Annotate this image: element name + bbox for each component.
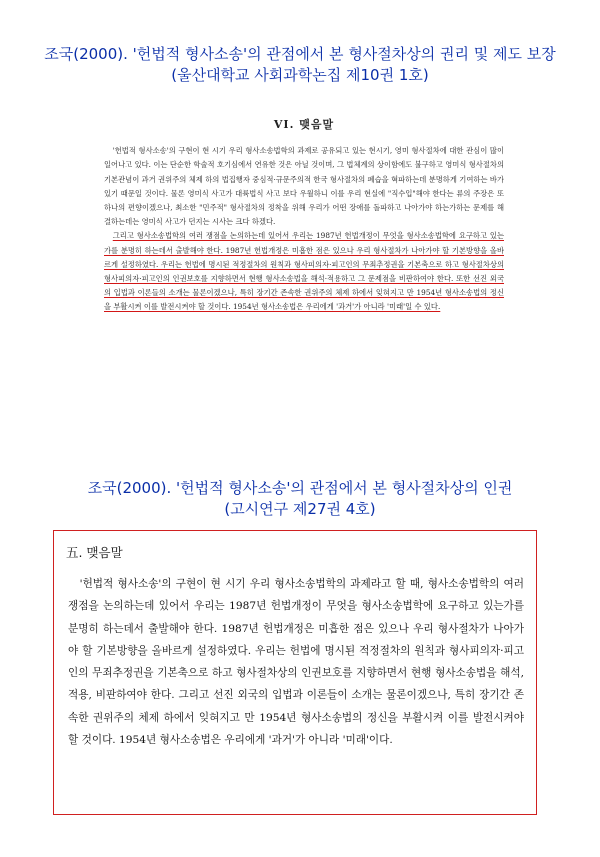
scanned-body bbox=[104, 144, 504, 314]
source-heading-2-title: 조국(2000). '헌법적 형사소송'의 관점에서 본 형사절차상의 인권 bbox=[87, 479, 513, 497]
source-heading-2-journal: (고시연구 제27권 4호) bbox=[224, 500, 376, 518]
source-heading-1-journal: (울산대학교 사회과학논집 제10권 1호) bbox=[171, 66, 429, 84]
box-body bbox=[68, 573, 524, 751]
source-heading-1 bbox=[0, 44, 600, 86]
scanned-excerpt bbox=[104, 118, 504, 315]
scanned-paragraph-1: '헌법적 형사소송'의 구현이 현 시기 우리 형사소송법학의 과제로 공유되고 있는 현시기, 영미 형사절차에 대한 관심이 많이 일어나고 있다. 이는 단순한 학술적 호기심에서 연유한 것은 아닐 것이며, 그 법체계의 상이함에도 불구하고 영미식 형사절차의 기본관념이 과거 권위주의 체제 하의 법집행자 중심적·규문주의적 한국 형사절차의 폐습을 혁파하는데 분명하게 기여하는 바가 있기 때문일 것이다. 물론 영미식 사고가 대륙법식 사고 보다 우월하니 이를 우리 현실에 "직수입"해야 한다는 류의 주장은 또 하나의 편향이겠으나, 최소한 "민주적" 형사절차의 정착을 위해 우리가 어떤 장애를 돌파하고 나아가야 하는가하는 문제를 해결하는데는 영미식 사고가 던지는 시사는 크다 하겠다. bbox=[104, 146, 504, 227]
box-section-title: 五. 맺음말 bbox=[66, 545, 123, 560]
box-paragraph: '헌법적 형사소송'의 구현이 현 시기 우리 형사소송법학의 과제라고 할 때, 형사소송법학의 여러 쟁점을 논의하는데 있어서 우리는 1987년 헌법개정이 무엇을 형사소송법학에 요구하고 있는가를 분명히 하는데서 출발해야 한다. 1987년 헌법개정은 미흡한 점은 있으나 우리 형사절차가 나아가야 할 기본방향을 올바르게 설정하였다. 우리는 헌법에 명시된 적정절차의 원칙과 형사피의자·피고인의 무죄추정권을 기본축으로 하고 형사절차상의 인권보호를 지향하면서 현행 형사소송법을 해석, 적용, 비판하여야 한다. 그리고 선진 외국의 입법과 이론들이 소개는 물론이겠으나, 특히 장기간 존속한 권위주의 체제 하에서 잊혀지고 만 1954년 형사소송법의 정신을 부활시켜 이를 발전시켜야 할 것이다. 1954년 형사소송법은 우리에게 '과거'가 아니라 '미래'이다. bbox=[68, 578, 524, 747]
scanned-paragraph-2-underlined: 그리고 형사소송법학의 여러 쟁점을 논의하는데 있어서 우리는 1987년 헌법개정이 무엇을 형사소송법학에 요구하고 있는가를 분명히 하는데서 출발해야 한다. 1987년 헌법개정은 미흡한 점은 있으나 우리 형사절차가 나아가야 할 기본방향을 올바르게 설정하였다. 우리는 헌법에 명시된 적정절차의 원칙과 형사피의자·피고인의 무죄추정권을 기본축으로 하고 형사절차상의 형사피의자·피고인의 인권보호를 지향하면서 현행 형사소송법을 해석·적용하고 그 문제점을 비판하여야 한다. 또한 선진 외국의 입법과 이론들의 소개는 물론이겠으나, 특히 장기간 존속한 권위주의 체제 하에서 잊혀지고 만 1954년 형사소송법의 정신을 부활시켜 이를 발전시켜야 할 것이다. 1954년 형사소송법은 우리에게 '과거'가 아니라 '미래'일 수 있다. bbox=[104, 231, 504, 312]
comparison-box bbox=[53, 530, 537, 815]
source-heading-2 bbox=[0, 478, 600, 520]
scanned-section-title: VI. 맺음말 bbox=[273, 118, 335, 131]
source-heading-1-title: 조국(2000). '헌법적 형사소송'의 관점에서 본 형사절차상의 권리 및 제도 보장 bbox=[44, 45, 556, 63]
